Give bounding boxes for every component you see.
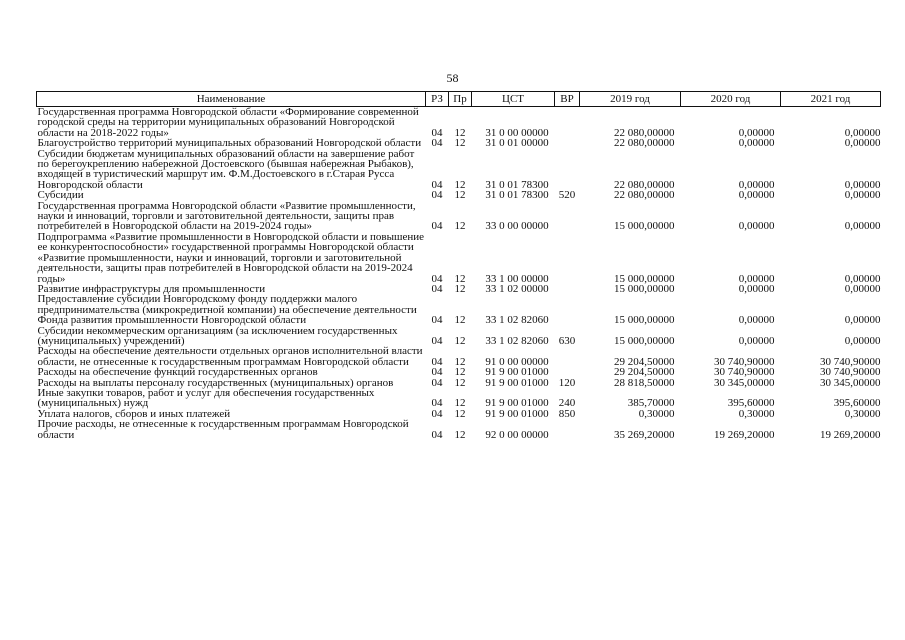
cell-pr: 12 [454,397,466,410]
cell-rz: 04 [431,428,443,441]
cell-pr: 12 [454,407,466,420]
cell-rz: 04 [431,366,443,379]
cell-cst: 91 9 00 01000 [485,407,549,420]
cell-2019: 29 204,50000 [614,366,675,379]
cell-2019: 15 000,00000 [614,282,675,295]
cell-vr: 520 [558,189,576,202]
cell-2021: 0,00000 [844,137,881,150]
cell-2019: 22 080,00000 [614,189,675,202]
cell-2020: 0,00000 [738,126,775,139]
cell-pr: 12 [454,189,466,202]
cell-2021: 0,00000 [844,220,881,233]
cell-cst: 91 9 00 01000 [485,366,549,379]
cell-rz: 04 [431,376,443,389]
cell-name: Подпрограмма «Развитие промышленности в Новгородской области и повышение ее конкурентоспособности» государственной программы Новгородской области «Развитие промышленности, науки и инноваций, торговли и заготовительной деятельности, защиты прав потребителей в Новгородской области на 2019-2024 годы» [37,230,425,285]
cell-pr: 12 [454,314,466,327]
cell-cst: 91 0 00 00000 [485,355,549,368]
cell-2021: 0,00000 [844,189,881,202]
cell-pr: 12 [454,428,466,441]
table-row [37,107,881,139]
cell-cst: 92 0 00 00000 [485,428,549,441]
cell-2019: 22 080,00000 [614,137,675,150]
cell-cst: 31 0 01 00000 [485,137,549,150]
cell-2021: 0,00000 [844,314,881,327]
cell-2020: 0,00000 [738,314,775,327]
cell-rz: 04 [431,178,443,191]
cell-cst: 31 0 01 78300 [485,189,549,202]
cell-2021: 395,60000 [833,397,881,410]
table-row [37,388,881,409]
cell-2021: 30 345,00000 [820,376,881,389]
col-header-2020: 2020 год [681,92,781,107]
cell-rz: 04 [431,314,443,327]
cell-2020: 0,00000 [738,189,775,202]
cell-2021: 0,00000 [844,282,881,295]
col-header-rz: РЗ [426,92,449,107]
cell-cst: 31 0 00 00000 [485,126,549,139]
cell-name: Предоставление субсидии Новгородскому фонду поддержки малого предпринимательства (микрокредитной компании) на обеспечение деятельности Фонда развития промышленности Новгородской области [37,293,417,327]
cell-rz: 04 [431,137,443,150]
cell-2020: 0,00000 [738,272,775,285]
cell-cst: 33 1 02 00000 [485,282,549,295]
cell-name: Государственная программа Новгородской области «Формирование современной городской среды на территории муниципальных образований Новгородской области на 2018-2022 годы» [37,106,419,139]
cell-vr [555,294,580,325]
cell-pr: 12 [454,355,466,368]
cell-pr: 12 [454,334,466,347]
table-row [37,232,881,284]
cell-vr [555,284,580,294]
cell-name: Государственная программа Новгородской области «Развитие промышленности, науки и инноваций, торговли и заготовительной деятельности, защиты прав потребителей в Новгородской области на 2019-2024 годы» [37,199,416,233]
cell-vr [555,346,580,367]
cell-2021: 0,00000 [844,272,881,285]
cell-2020: 0,00000 [738,334,775,347]
cell-vr [555,232,580,284]
cell-2019: 385,70000 [627,397,675,410]
cell-2020: 395,60000 [727,397,775,410]
col-header-name: Наименование [37,92,426,107]
col-header-2021: 2021 год [781,92,881,107]
cell-vr [555,367,580,377]
cell-name: Субсидии [37,189,84,202]
cell-pr: 12 [454,282,466,295]
cell-cst: 91 9 00 01000 [485,397,549,410]
cell-vr [555,149,580,191]
cell-cst: 91 9 00 01000 [485,376,549,389]
cell-2020: 0,00000 [738,220,775,233]
cell-2021: 0,00000 [844,334,881,347]
cell-vr [555,419,580,440]
cell-cst: 33 1 00 00000 [485,272,549,285]
cell-pr: 12 [454,376,466,389]
cell-2020: 0,30000 [738,407,775,420]
cell-2021: 0,30000 [844,407,881,420]
cell-cst: 33 1 02 82060 [485,334,549,347]
cell-2019: 22 080,00000 [614,126,675,139]
cell-pr: 12 [454,366,466,379]
cell-name: Субсидии некоммерческим организациям (за исключением государственных (муниципальных) учреждений) [37,324,398,347]
header-row [37,92,881,107]
cell-rz: 04 [431,282,443,295]
cell-vr [555,107,580,139]
table-row [37,367,881,377]
cell-name: Уплата налогов, сборов и иных платежей [37,407,231,420]
cell-2021: 0,00000 [844,178,881,191]
cell-cst: 33 0 00 00000 [485,220,549,233]
cell-name: Развитие инфраструктуры для промышленности [37,282,266,295]
col-header-2019: 2019 год [580,92,681,107]
cell-name: Прочие расходы, не отнесенные к государственным программам Новгородской области [37,418,409,441]
cell-2019: 29 204,50000 [614,355,675,368]
cell-vr: 630 [558,334,576,347]
cell-2019: 15 000,00000 [614,334,675,347]
table-row [37,149,881,191]
cell-vr: 120 [558,376,576,389]
cell-2019: 0,30000 [638,407,675,420]
cell-name: Благоустройство территорий муниципальных образований Новгородской области [37,137,422,150]
cell-name: Субсидии бюджетам муниципальных образований области на завершение работ по берегоукреплению набережной Достоевского (бывшая набережная Рыбаков), входящей в туристический маршрут им. Ф.М.Достоевского в г.Старая Русса Новгородской области [37,147,415,191]
cell-2020: 30 740,90000 [714,355,775,368]
budget-table [36,91,881,440]
cell-2020: 0,00000 [738,282,775,295]
cell-pr: 12 [454,178,466,191]
cell-pr: 12 [454,137,466,150]
col-header-vr: ВР [555,92,580,107]
cell-2020: 19 269,20000 [714,428,775,441]
cell-2019: 35 269,20000 [614,428,675,441]
cell-2020: 30 345,00000 [714,376,775,389]
cell-cst: 33 1 02 82060 [485,314,549,327]
cell-rz: 04 [431,355,443,368]
cell-vr: 850 [558,407,576,420]
table-row [37,201,881,232]
cell-rz: 04 [431,407,443,420]
cell-2019: 15 000,00000 [614,220,675,233]
cell-pr: 12 [454,126,466,139]
table-row [37,294,881,325]
cell-rz: 04 [431,189,443,202]
cell-2020: 0,00000 [738,178,775,191]
cell-name: Расходы на обеспечение деятельности отдельных органов исполнительной власти области, не отнесенные к государственным программам Новгородской области [37,345,423,368]
table-row [37,326,881,347]
cell-name: Иные закупки товаров, работ и услуг для обеспечения государственных (муниципальных) нужд [37,386,375,410]
cell-2019: 22 080,00000 [614,178,675,191]
cell-2021: 19 269,20000 [820,428,881,441]
cell-2019: 28 818,50000 [614,376,675,389]
cell-vr [555,138,580,148]
cell-pr: 12 [454,272,466,285]
cell-rz: 04 [431,220,443,233]
cell-rz: 04 [431,334,443,347]
col-header-cst: ЦСТ [472,92,555,107]
cell-2020: 30 740,90000 [714,366,775,379]
cell-name: Расходы на обеспечение функций государственных органов [37,366,318,379]
table-row [37,419,881,440]
cell-2019: 15 000,00000 [614,272,675,285]
cell-pr: 12 [454,220,466,233]
cell-rz: 04 [431,272,443,285]
cell-2021: 30 740,90000 [820,355,881,368]
cell-2021: 0,00000 [844,126,881,139]
cell-rz: 04 [431,126,443,139]
page-number: 58 [446,71,459,85]
cell-name: Расходы на выплаты персоналу государственных (муниципальных) органов [37,376,394,389]
cell-cst: 31 0 01 78300 [485,178,549,191]
table-row [37,346,881,367]
cell-2021: 30 740,90000 [820,366,881,379]
cell-vr: 240 [558,397,576,410]
cell-2019: 15 000,00000 [614,314,675,327]
cell-vr [555,201,580,232]
cell-2020: 0,00000 [738,137,775,150]
col-header-pr: Пр [449,92,472,107]
cell-rz: 04 [431,397,443,410]
